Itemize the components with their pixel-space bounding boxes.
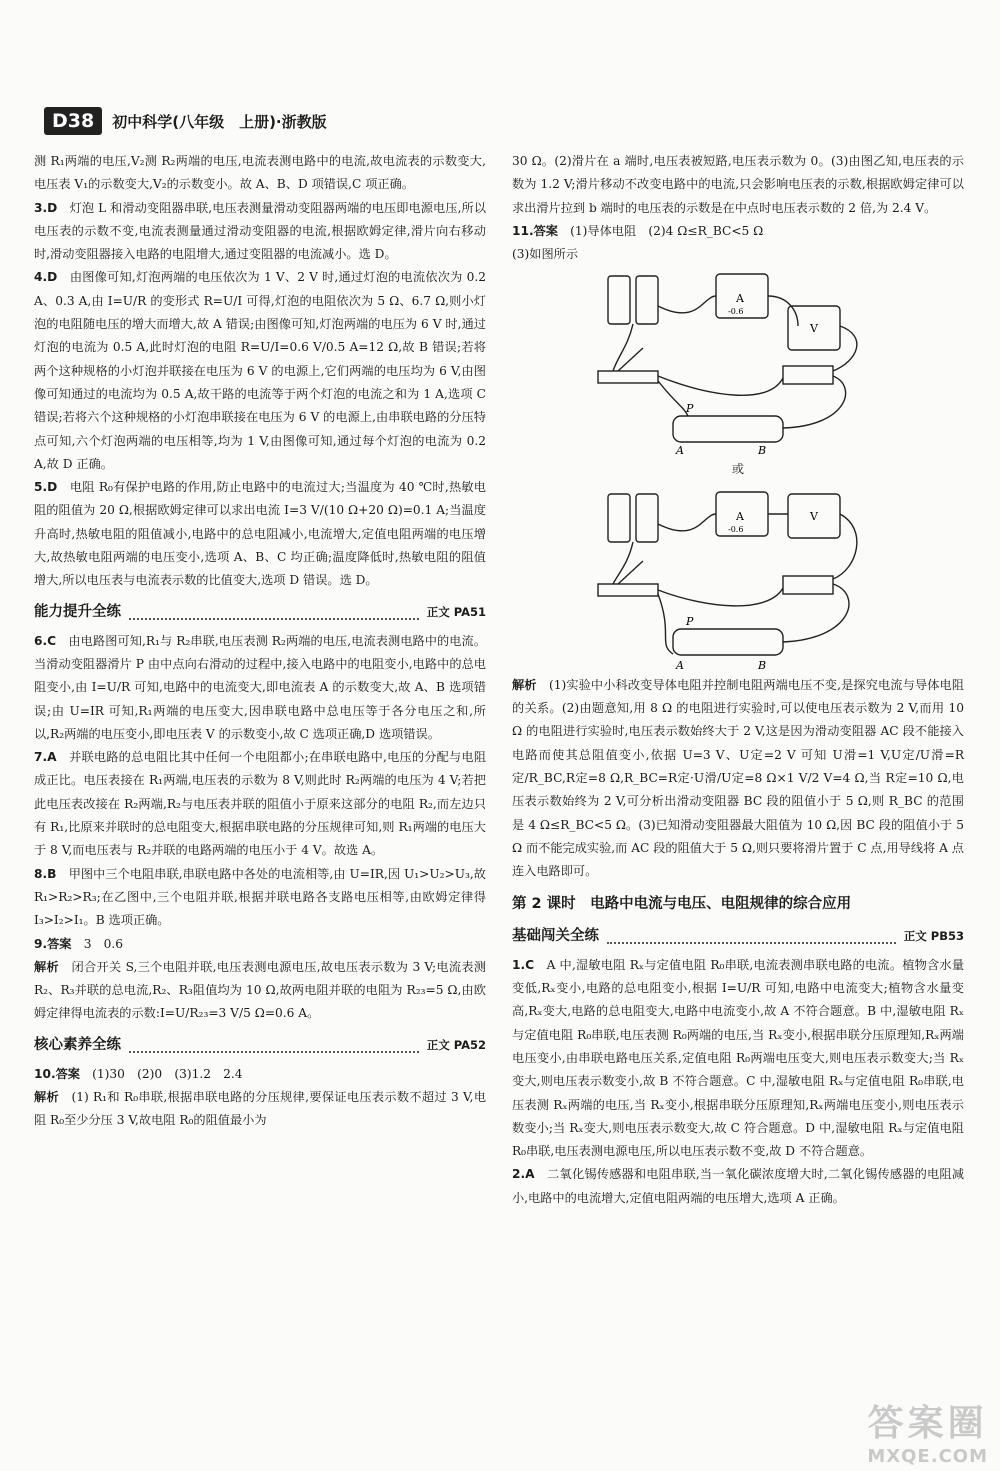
answer-number: 3.D: [34, 200, 58, 215]
answer-number: 5.D: [34, 480, 58, 495]
answer-number: 解析: [34, 1089, 60, 1104]
section-page-ref: 正文 PA51: [426, 604, 486, 619]
leader-dots: [129, 1039, 419, 1053]
voltmeter-label: V: [810, 322, 818, 336]
answer-item: [34, 150, 486, 197]
switch-icon: [598, 584, 658, 596]
watermark-logo: [867, 1395, 988, 1467]
section-title: 核心素养全练: [34, 1037, 121, 1054]
battery-icon: [608, 276, 630, 324]
answer-text: (3)如图所示: [512, 247, 579, 262]
or-text: 或: [731, 462, 745, 477]
answer-item: [512, 1163, 964, 1210]
leader-dots: [607, 930, 896, 944]
leader-dots: [129, 606, 419, 620]
answer-item: [34, 630, 486, 746]
answer-text: 闭合开关 S,三个电阻并联,电压表测电源电压,故电压表示数为 3 V;电流表测 R₂、R₃并联的总电流,R₂、R₃阻值均为 10 Ω,故两电阻并联的电阻为 R₂₃=5 Ω,由欧姆定律得电流表的示数:I=U/R₂₃=3 V/5 Ω=0.6 A。: [34, 959, 487, 1021]
answer-text: A 中,湿敏电阻 Rₓ与定值电阻 R₀串联,电流表测串联电路的电流。植物含水量变低,Rₓ变小,电路的总电阻变小,根据 I=U/R 可知,电路中电流变大;植物含水量变高,Rₓ变大,电路的总电阻变大,电路中电流变小,故 A 不符合题意。B 中,湿敏电阻 Rₓ与定值电阻 R₀串联,电压表测 R₀两端的电压,当 Rₓ变小,根据串联分压原理知,Rₓ两端电压变小,由串联电路电压关系,定值电阻 R₀两端电压变大,则电压表示数变大;当 Rₓ变大,则电压表示数变小,故 B 不符合题意。C 中,湿敏电阻 Rₓ与定值电阻 R₀串联,电压表测 Rₓ两端的电压,当 Rₓ变小,根据串联分压原理知,Rₓ两端电压变小,则电压表示数变小;当 Rₓ变大,则电压表示数变大,故 C 符合题意。D 中,湿敏电阻 Rₓ与定值电阻 R₀串联,电压表测电源电压,所以电压表示数不变,故 D 不符合题意。: [512, 957, 965, 1159]
answer-number: 解析: [512, 677, 537, 692]
lesson-title: 第 2 课时 电路中电流与电压、电阻规律的综合应用: [512, 896, 852, 913]
section-page-ref: 正文 PB53: [903, 929, 964, 944]
answer-item: [34, 933, 486, 956]
answer-item: [34, 476, 486, 592]
answer-item: [34, 863, 486, 933]
answer-item: [34, 1086, 486, 1133]
section-page-ref: 正文 PA52: [426, 1038, 486, 1053]
answer-text: 由图像可知,灯泡两端的电压依次为 1 V、2 V 时,通过灯泡的电流依次为 0.2 A、0.3 A,由 I=U/R 的变形式 R=U/I 可得,灯泡的电阻依次为 5 Ω、6.7 Ω,则小灯泡的电阻随电压的增大而增大,故 A 错误;由图像可知,灯泡两端的电压为 6 V 时,通过灯泡的电流为 0.5 A,此时灯泡的电阻 R=U/I=0.6 V/0.5 A=12 Ω,故 B 错误;若将两个这种规格的小灯泡并联接在电压为 6 V 的电源上,它们两端的电压均为 6 V,由图像可知通过的电流均为 0.5 A,故干路的电流等于两个灯泡的电流之和为 1 A,选项 C 错误;若将六个这种规格的小灯泡串联接在电压为 6 V 的电源上,由串联电路的分压特点可知,六个灯泡两端的电压相等,均为 1 V,由图像可知,通过每个灯泡的电流为 0.2 A,故 D 正确。: [34, 270, 486, 471]
answer-item: [512, 674, 964, 884]
ammeter-scale: -0.6: [728, 307, 744, 317]
watermark-url: MXQE.COM: [867, 1446, 988, 1467]
end-a-label: A: [676, 444, 684, 457]
answer-text: 并联电路的总电阻比其中任何一个电阻都小;在串联电路中,电压的分配与电阻成正比。电压表接在 R₁两端,电压表的示数为 8 V,则此时 R₂两端的电压为 4 V;若把此电压表改接在 R₂两端,R₂与电压表并联的阻值小于原来这部分的电阻 R₂,而左边只有 R₁,比原来并联时的总电阻变大,根据串联电路的分压规律可知,则 R₁两端的电压大于 8 V,而电压表与 R₂并联的电路两端的电压小于 4 V。故选 A。: [34, 750, 487, 858]
answer-item: [34, 956, 486, 1026]
resistor-icon: [783, 576, 833, 594]
section-heading-core: [34, 1033, 486, 1059]
circuit-figure-1: [588, 266, 888, 456]
answer-number: 解析: [34, 959, 59, 974]
slider-label: P: [686, 402, 694, 416]
battery-icon: [608, 494, 630, 542]
end-a-label: A: [676, 658, 684, 672]
left-column: [34, 150, 486, 1133]
voltmeter-label: V: [810, 509, 818, 523]
end-b-label: B: [758, 658, 767, 672]
answer-number: 8.B: [34, 866, 57, 881]
battery-icon: [636, 494, 658, 542]
answer-text: (1)实验中小科改变导体电阻并控制电阻两端电压不变,是探究电流与导体电阻的关系。(2)由题意知,用 8 Ω 的电阻进行实验时,可以使电压表示数为 2 V,而用 10 Ω 的电阻进行实验时,电压表示数始终大于 2 V,这是因为滑动变阻器 AC 段不能接入电路而使其总阻值变小,依据 U=3 V、U定=2 V 可知 U滑=1 V,U定/U滑=R定/R_BC,R定=8 Ω,R_BC=R定·U滑/U定=8 Ω×1 V/2 V=4 Ω,当 R定=10 Ω,电压表示数始终为 2 V,可分析出滑动变阻器 BC 段的阻值小于 5 Ω,则 R_BC 的范围是 4 Ω≤R_BC<5 Ω。(3)已知滑动变阻器最大阻值为 10 Ω,因 BC 段的阻值小于 5 Ω 而不能完成实验,而 AC 段的阻值大于 5 Ω,则只要将滑片置于 C 点,用导线将 A 点连入电路即可。: [512, 677, 965, 879]
answer-number: 2.A: [512, 1167, 535, 1182]
answer-item: [512, 243, 964, 266]
section-title: 基础闯关全练: [512, 928, 599, 945]
answer-number: 10.答案: [34, 1066, 80, 1081]
answer-item: [34, 197, 486, 267]
section-title: 能力提升全练: [34, 603, 121, 620]
book-title: 初中科学(八年级 上册)·浙教版: [112, 112, 327, 131]
answer-text: 30 Ω。(2)滑片在 a 端时,电压表被短路,电压表示数为 0。(3)由图乙知,电压表的示数为 1.2 V;滑片移动不改变电路中的电流,只会影响电压表的示数,根据欧姆定律可以求出滑片拉到 b 端时的电压表的示数是在中点时电压表示数的 2 倍,为 2.4 V。: [512, 154, 964, 215]
page-number-badge: D38: [44, 107, 102, 135]
answer-item: [34, 1063, 486, 1086]
answer-text: (1)导体电阻 (2)4 Ω≤R_BC<5 Ω: [570, 223, 764, 238]
answer-number: 9.答案: [34, 936, 72, 951]
answer-text: (1)30 (2)0 (3)1.2 2.4: [92, 1066, 243, 1081]
battery-icon: [636, 276, 658, 324]
answer-item: [34, 746, 486, 862]
rheostat-icon: [673, 629, 783, 655]
slider-label: P: [686, 614, 694, 628]
ammeter-label: A: [736, 292, 744, 306]
answer-number: 4.D: [34, 270, 58, 285]
watermark-text: 答案圈: [867, 1403, 988, 1444]
section-heading-ability: [34, 600, 486, 626]
ammeter-scale: -0.6: [728, 524, 744, 534]
rheostat-icon: [673, 416, 783, 442]
answer-number: 6.C: [34, 633, 57, 648]
section-heading-basic: [512, 924, 964, 950]
answer-text: 由电路图可知,R₁与 R₂串联,电压表测 R₂两端的电压,电流表测电路中的电流。当滑动变阻器滑片 P 由中点向右滑动的过程中,接入电路中的电阻变小,电路中的总电阻变小,由 I=U/R 可知,电路中的电流变大,即电流表 A 的示数变大,故 A、B 选项错误;由 U=IR 可知,R₁两端的电压变大,因串联电路中总电压等于各分电压之和,所以,R₂两端的电压变小,即电压表 V 的示数变小,故 C 选项正确,D 选项错误。: [34, 633, 487, 741]
answer-item: [34, 266, 486, 476]
answer-number: 11.答案: [512, 223, 558, 238]
page-header: [44, 104, 327, 138]
resistor-icon: [783, 366, 833, 384]
answer-text: 甲图中三个电阻串联,串联电路中各处的电流相等,由 U=IR,因 U₁>U₂>U₃,故 R₁>R₂>R₃;在乙图中,三个电阻并联,根据并联电路各支路电压相等,由欧姆定律得 I₃>I₂>I₁。B 选项正确。: [34, 866, 486, 928]
answer-text: 测 R₁两端的电压,V₂测 R₂两端的电压,电流表测电路中的电流,故电流表的示数变大,电压表 V₁的示数变大,V₂的示数变小。故 A、B、D 项错误,C 项正确。: [34, 154, 486, 192]
ammeter-label: A: [736, 509, 744, 523]
answer-text: (1) R₁和 R₀串联,根据串联电路的分压规律,要保证电压表示数不超过 3 V,电阻 R₀至少分压 3 V,故电阻 R₀的阻值最小为: [34, 1089, 487, 1128]
answer-item: [512, 954, 964, 1164]
switch-lever: [618, 561, 643, 584]
answer-text: 3 0.6: [83, 936, 124, 951]
answer-text: 二氧化锡传感器和电阻串联,当一氧化碳浓度增大时,二氧化锡传感器的电阻减小,电路中的电流增大,定值电阻两端的电压增大,选项 A 正确。: [512, 1167, 965, 1205]
answer-number: 7.A: [34, 750, 57, 765]
end-b-label: B: [758, 444, 767, 457]
right-column: [512, 150, 964, 1210]
switch-icon: [598, 371, 658, 383]
answer-item: [512, 220, 964, 243]
answer-item: [512, 150, 964, 220]
circuit-figure-2: [588, 484, 888, 674]
answer-number: 1.C: [512, 957, 535, 972]
answer-text: 电阻 R₀有保护电路的作用,防止电路中的电流过大;当温度为 40 ℃时,热敏电阻的阻值为 20 Ω,根据欧姆定律可以求出电流 I=3 V/(10 Ω+20 Ω)=0.1 A;当温度升高时,热敏电阻的阻值减小,电路中的总电阻减小,电流增大,定值电阻两端的电压增大,故热敏电阻两端的电压变小,选项 A、B、C 均正确;温度降低时,热敏电阻的阻值增大,所以电压表与电流表示数的比值变大,选项 D 错误。选 D。: [34, 480, 486, 588]
answer-text: 灯泡 L 和滑动变阻器串联,电压表测量滑动变阻器两端的电压即电源电压,所以电压表的示数不变,电流表测量通过滑动变阻器的电流,根据欧姆定律,滑片向右移动时,滑动变阻器接入电路的电阻增大,通过变阻器的电流减小。选 D。: [34, 200, 487, 262]
